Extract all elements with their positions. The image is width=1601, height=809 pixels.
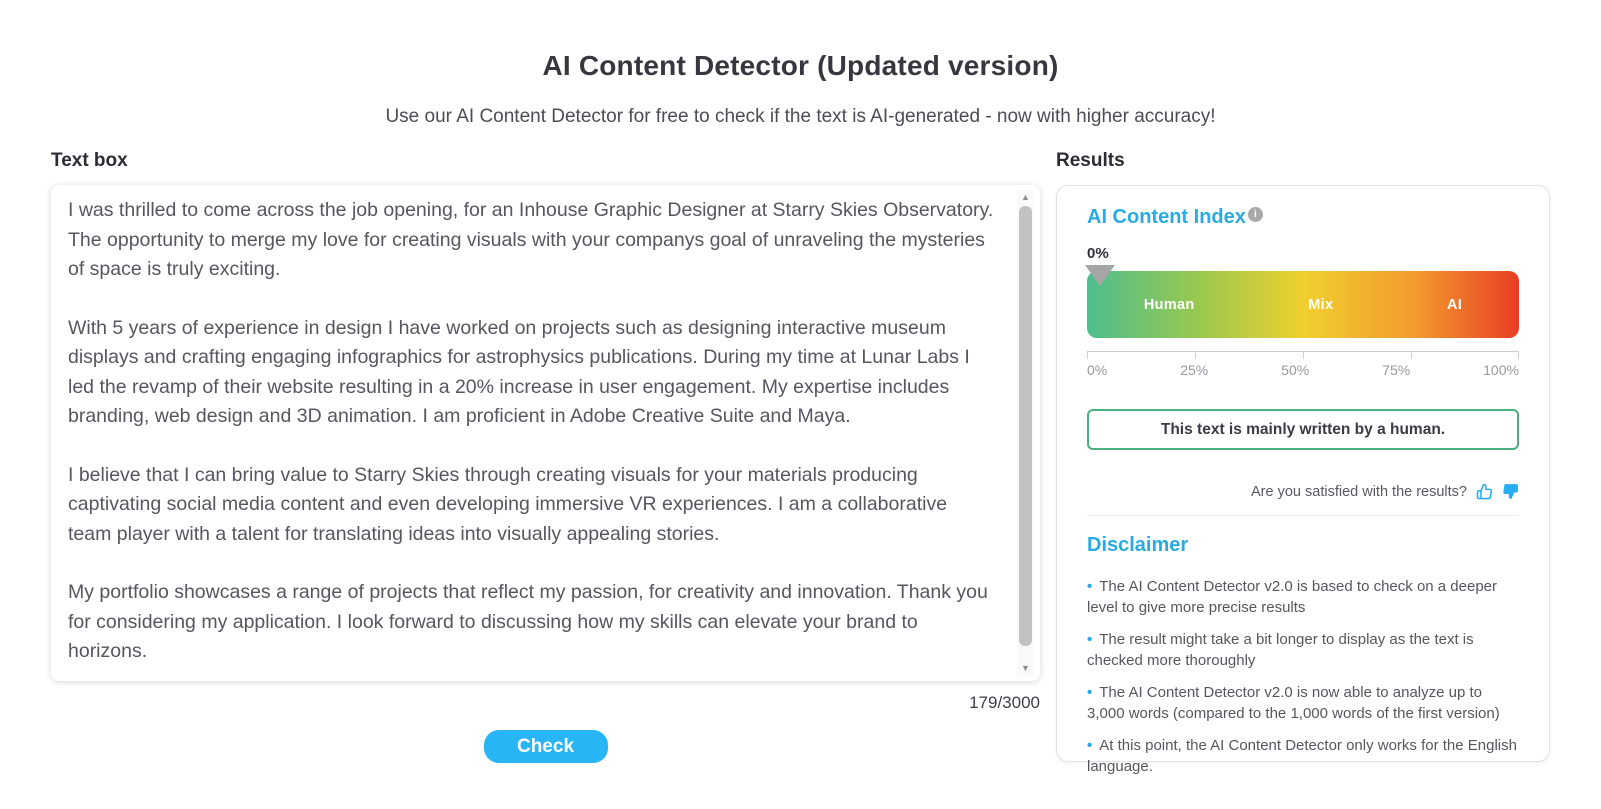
textbox-scrollbar[interactable]: [1017, 190, 1034, 676]
bullet-icon: •: [1087, 684, 1093, 701]
check-button[interactable]: Check: [484, 730, 608, 763]
verdict-text: This text is mainly written by a human.: [1160, 420, 1446, 438]
scale-label: 50%: [1281, 362, 1310, 378]
card-divider: [1087, 515, 1519, 516]
scale-tick: [1303, 352, 1304, 359]
text-input-content[interactable]: [51, 185, 1040, 681]
thumbs-down-icon[interactable]: [1502, 483, 1519, 500]
ai-content-index-header: [1087, 206, 1519, 229]
disclaimer-item: [1087, 683, 1519, 724]
bullet-icon: •: [1087, 737, 1093, 754]
bullet-icon: •: [1087, 631, 1093, 648]
disclaimer-item: [1087, 577, 1519, 618]
page-title: AI Content Detector (Updated version): [542, 50, 1059, 81]
disclaimer-text: The result might take a bit longer to display as the text is checked more thoroughly: [1087, 631, 1474, 669]
disclaimer-heading: Disclaimer: [1087, 534, 1189, 556]
thumbs-up-icon[interactable]: [1476, 483, 1493, 500]
scale-ruler: [1087, 351, 1519, 359]
check-button-row: [51, 730, 1040, 763]
scale-label: 25%: [1180, 362, 1209, 378]
disclaimer-text: The AI Content Detector v2.0 is based to check on a deeper level to give more precise results: [1087, 578, 1498, 616]
scroll-down-icon[interactable]: ▼: [1021, 663, 1030, 673]
page-subtitle: Use our AI Content Detector for free to check if the text is AI-generated - now with higher accuracy!: [385, 106, 1216, 127]
results-label: Results: [1056, 150, 1125, 171]
input-paragraph: I was thrilled to come across the job opening, for an Inhouse Graphic Designer at Starry Skies Observatory. The opportunity to merge my love for creating visuals with your companys goal of unraveling the mysteries of space is truly exciting.: [68, 199, 994, 280]
disclaimer-text: At this point, the AI Content Detector only works for the English language.: [1087, 737, 1517, 775]
ai-content-index-heading: AI Content Index: [1087, 206, 1246, 228]
ai-index-gradient-bar: [1087, 271, 1519, 338]
text-input-area[interactable]: [51, 185, 1040, 681]
bar-label-ai: AI: [1447, 296, 1463, 313]
scale-tick: [1195, 352, 1196, 359]
scale-label: 100%: [1483, 362, 1519, 378]
satisfaction-prompt: Are you satisfied with the results?: [1251, 483, 1467, 500]
main-content: [0, 150, 1601, 775]
results-card: [1056, 185, 1550, 775]
textbox-label: Text box: [51, 150, 128, 171]
satisfaction-row: [1087, 483, 1519, 500]
scale-label: 75%: [1382, 362, 1411, 378]
word-counter: 179/3000: [969, 693, 1040, 712]
disclaimer-item: [1087, 630, 1519, 671]
scroll-up-icon[interactable]: ▲: [1021, 192, 1030, 202]
results-section: [1056, 150, 1550, 775]
input-paragraph: My portfolio showcases a range of projects that reflect my passion, for creativity and innovation. Thank you for considering my application. I look forward to discussing how my skills can elevate your brand to horizons.: [68, 581, 988, 662]
bar-label-human: Human: [1143, 296, 1195, 313]
scale-tick: [1087, 352, 1088, 359]
scale-labels: [1087, 362, 1519, 378]
disclaimer-text: The AI Content Detector v2.0 is now able to analyze up to 3,000 words (compared to the 1,000 words of the first version): [1087, 684, 1500, 722]
disclaimer-list: [1087, 577, 1519, 777]
info-icon[interactable]: i: [1248, 207, 1263, 222]
index-pointer-value: 0%: [1087, 245, 1109, 262]
scale-tick: [1518, 352, 1519, 359]
bar-label-mix: Mix: [1308, 296, 1334, 313]
scrollbar-thumb[interactable]: [1019, 206, 1032, 646]
bullet-icon: •: [1087, 578, 1093, 595]
verdict-box: [1087, 409, 1519, 450]
page-header: [0, 0, 1601, 128]
textbox-section: [51, 150, 1040, 763]
scale-tick: [1411, 352, 1412, 359]
disclaimer-item: [1087, 736, 1519, 777]
index-pointer-icon: [1085, 265, 1115, 286]
scale-label: 0%: [1087, 362, 1108, 378]
input-paragraph: With 5 years of experience in design I have worked on projects such as designing interactive museum displays and crafting engaging infographics for astrophysics publications. During my time at Lunar Labs I led the revamp of their website resulting in a 20% increase in user engagement. My expertise includes branding, web design and 3D animation. I am proficient in Adobe Creative Suite and Maya.: [68, 316, 970, 427]
input-paragraph: I believe that I can bring value to Starry Skies through creating visuals for your materials producing captivating social media content and even developing immersive VR experiences. I am a collaborative team player with a talent for translating ideas into visually appealing stories.: [68, 463, 948, 545]
